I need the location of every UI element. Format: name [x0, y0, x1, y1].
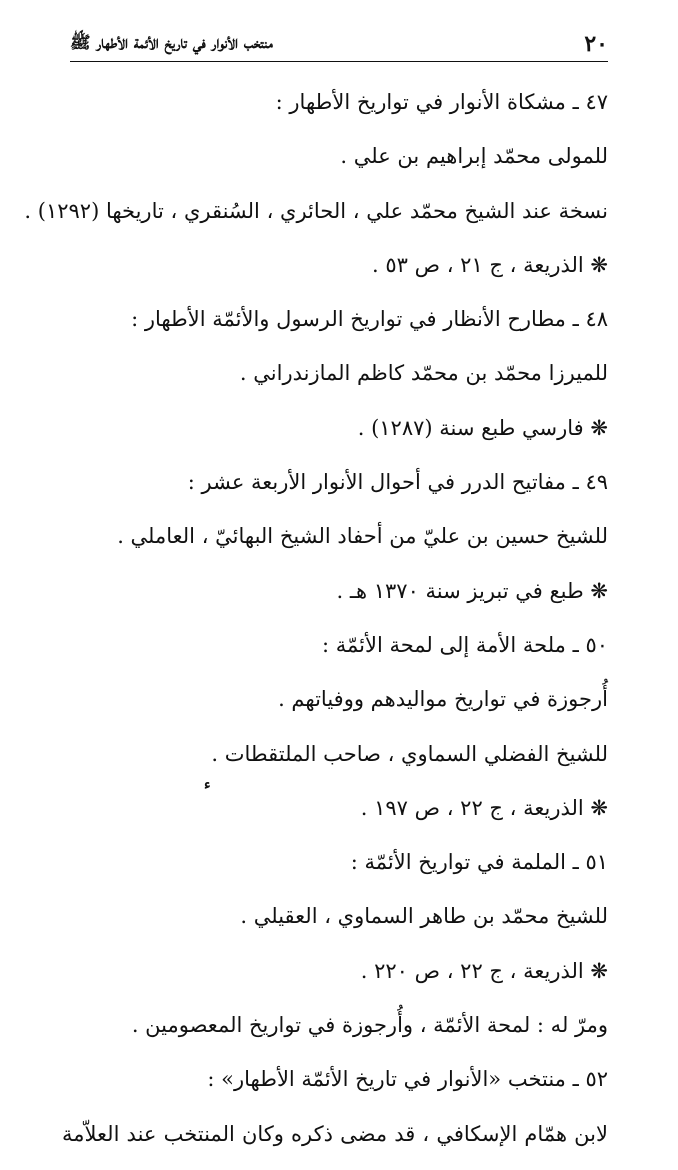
running-title: منتخب الأنوار في تاريخ الأئمة الأطهار ﷺ — [70, 33, 273, 53]
running-header — [70, 28, 608, 62]
entry-heading-48: ٤٨ ـ مطارح الأنظار في تواريخ الرسول والأئمّة الأطهار : — [131, 307, 608, 332]
entry-reference-51: ❋ الذريعة ، ج ٢٢ ، ص ٢٢٠ . — [360, 958, 608, 983]
entry-note-51: ومرّ له : لمحة الأئمّة ، وأُرجوزة في تواريخ المعصومين . — [131, 1013, 608, 1038]
entry-author-50: للشيخ الفضلي السماوي ، صاحب الملتقطات . — [211, 741, 608, 766]
entry-author-49: للشيخ حسين بن عليّ من أحفاد الشيخ البهائيّ ، العاملي . — [117, 524, 608, 549]
stray-mark: ء — [204, 777, 211, 793]
body-text — [24, 84, 608, 1170]
entry-heading-49: ٤٩ ـ مفاتيح الدرر في أحوال الأنوار الأربعة عشر : — [187, 470, 608, 495]
entry-heading-52: ٥٢ ـ منتخب «الأنوار في تاريخ الأئمّة الأطهار» : — [207, 1067, 608, 1092]
entry-reference-49: ❋ طبع في تبريز سنة ١٣٧٠ هـ . — [336, 578, 608, 603]
entry-note-47: نسخة عند الشيخ محمّد علي ، الحائري ، السُنقري ، تاريخها (١٢٩٢) . — [24, 198, 608, 223]
entry-note-50: أُرجوزة في تواريخ مواليدهم ووفياتهم . — [278, 687, 608, 712]
entry-author-47: للمولى محمّد إبراهيم بن علي . — [340, 144, 608, 169]
entry-reference-47: ❋ الذريعة ، ج ٢١ ، ص ٥٣ . — [372, 252, 608, 277]
page-number: ٢٠ — [584, 31, 608, 57]
entry-author-51: للشيخ محمّد بن طاهر السماوي ، العقيلي . — [240, 904, 608, 929]
entry-heading-47: ٤٧ ـ مشكاة الأنوار في تواريخ الأطهار : — [275, 90, 608, 114]
entry-heading-51: ٥١ ـ الملمة في تواريخ الأئمّة : — [350, 850, 608, 875]
entry-reference-50: ❋ الذريعة ، ج ٢٢ ، ص ١٩٧ . — [360, 795, 608, 820]
entry-author-52: لابن همّام الإسكافي ، قد مضى ذكره وكان المنتخب عند العلاّمة — [62, 1121, 608, 1146]
entry-heading-50: ٥٠ ـ ملحة الأمة إلى لمحة الأئمّة : — [322, 632, 608, 657]
entry-author-48: للميرزا محمّد بن محمّد كاظم المازندراني . — [239, 361, 608, 386]
entry-reference-48: ❋ فارسي طبع سنة (١٢٨٧) . — [357, 415, 608, 440]
